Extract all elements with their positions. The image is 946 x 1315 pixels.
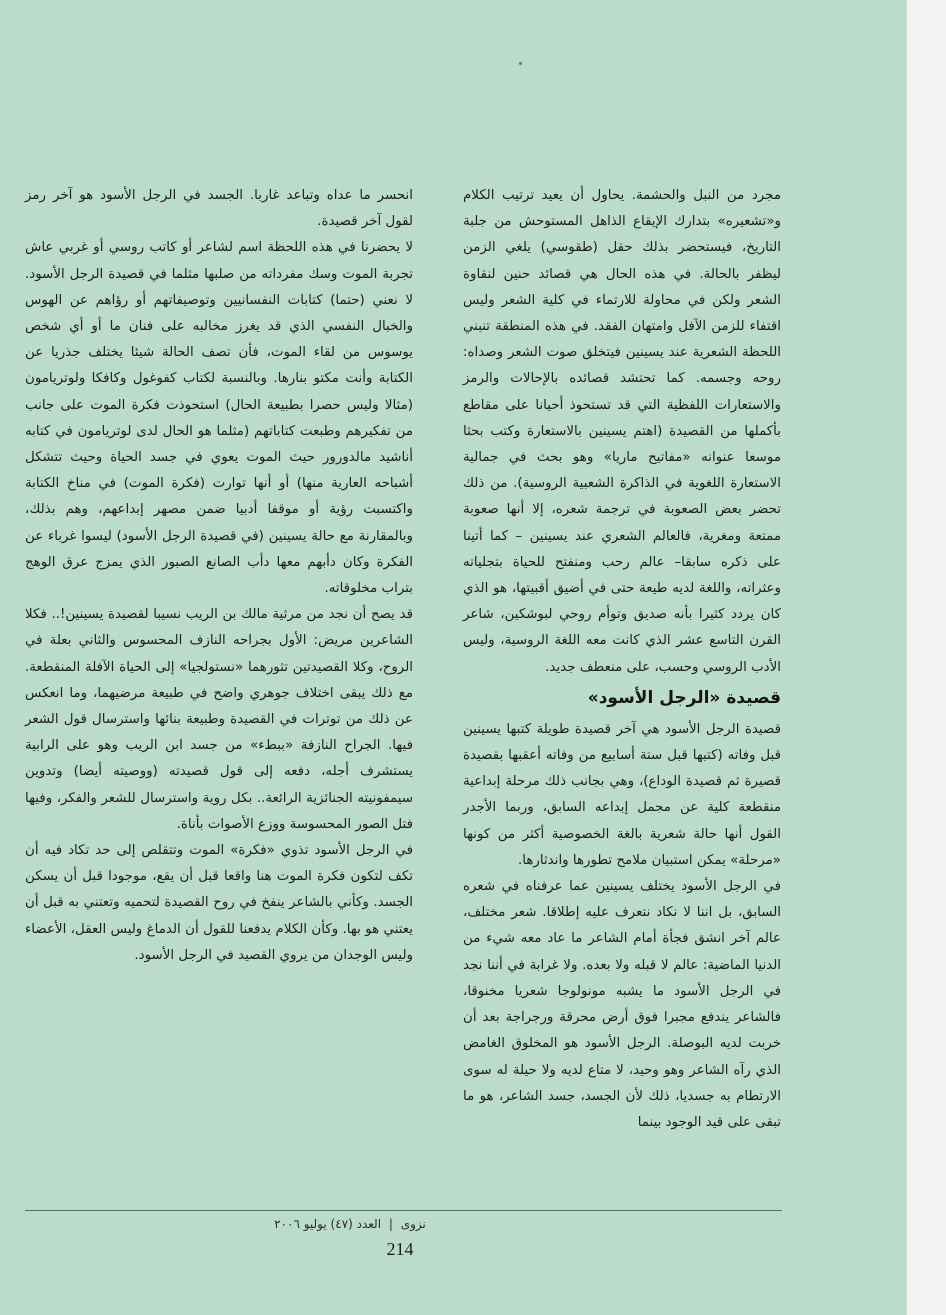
page-number: 214 (386, 1239, 414, 1259)
page-edge (906, 0, 946, 1315)
right-column (463, 183, 781, 1136)
paragraph: في الرجل الأسود تذوي «فكرة» الموت وتتقلص إلى حد تكاد فيه أن تكف لتكون فكرة الموت هنا واقعا قبل أن يقع، موجودا قبل أن يسكن الجسد. وكأني بالشاعر ينفخ في روح القصيدة لتحميه وتعتني به قبل أن يعتني هو بها. وكأن الكلام يدفعنا للقول أن الدماغ وليس العقل، الأعضاء وليس الوجدان من يروي القصيد في الرجل الأسود. (25, 843, 413, 963)
footer-info (250, 1215, 450, 1233)
paragraph: في الرجل الأسود يختلف يسينين عما عرفناه في شعره السابق، بل اننا لا نكاد نتعرف عليه إطلاقا. شعر مختلف، عالم آخر انشق فجأة أمام الشاعر ما عاد معه شيء من الدنيا الماضية: عالم لا قبله ولا بعده. ولا غرابة في أننا نجد في الرجل الأسود ما يشبه مونولوجا شعريا مخنوقا، فالشاعر يندفع مجبرا فوق أرض محرقة ورجراجة بعد أن خربت لديه البوصلة. الرجل الأسود هو المخلوق الغامض الذي رآه الشاعر وهو وحيد، لا متاع لديه ولا حيلة له سوى الارتطام به جسديا، ذلك لأن الجسد، جسد الشاعر، هو ما تبقى على قيد الوجود بينما (463, 879, 781, 1130)
paragraph: انحسر ما عداه وتباعد غاربا. الجسد في الرجل الأسود هو آخر رمز لقول آخر قصيدة. (25, 188, 413, 230)
paragraph: قصيدة الرجل الأسود هي آخر قصيدة طويلة كتبها يسينين قبل وفاته (كتبها قبل ستة أسابيع من وفاته أعقبها بقصيدة قصيرة ثم قصيدة الوداع)، وهي بجانب ذلك مرحلة إبداعية منقطعة كلية عن مجمل إبداعه السابق، وربما الأجدر القول أنها حالة شعرية بالغة الخصوصية أكثر من كونها «مرحلة» يمكن استبيان ملامح تطورها واندثارها. (463, 721, 781, 868)
magazine-name: نزوى (400, 1217, 426, 1231)
paragraph: لا يحضرنا في هذه اللحظة اسم لشاعر أو كاتب روسي أو غربي عاش تجربة الموت وسك مفرداته من صلبها مثلما في قصيدة الرجل الأسود. لا نعني (حتما) كتابات النفسانيين وتوصيفاتهم أو رؤاهم عن الهوس والخبال النفسي الذي قد يغرز مخالبه على فنان ما أو أي شخص يوسوس من لقاء الموت، فأن تصف الحالة شيئا يختلف جذريا عن الكتابة وأنت مكتو بنارها. وبالنسبة لكتاب كفوغول وكافكا ولوتريامون (مثالا وليس حصرا بطبيعة الحال) استحوذت فكرة الموت على جانب من تفكيرهم وطبعت كتاباتهم (مثلما هو الحال لدى لوتريامون في كتابه أناشيد مالدورور حيث الموت يعوي في جسد الحياة وحيث تتشكل أشباحه العارية منها) أو أنها توارت (فكرة الموت) في مناخ الكتابة واكتسبت رؤية أو موقفا أدبيا ضمن مصهر إبداعهم، وهم بذلك، وبالمقارنة مع حالة يسينين (في قصيدة الرجل الأسود) ليسوا غرباء عن الفكرة وكان دأبهم معها دأب الصانع الصبور الذي يمزج عرق الوهج بتراب مخلوقاته. (25, 240, 413, 597)
issue-info: العدد (٤٧) يوليو ٢٠٠٦ (274, 1217, 382, 1231)
paragraph: مجرد من النبل والحشمة. يحاول أن يعيد ترتيب الكلام و«تشعيره» بتدارك الإيقاع الذاهل المستوحش من جلبة التاريخ، فيستحضر بذلك حقل (طقوسي) يلغي الزمن ليظفر بالحالة. في هذه الحال هي قصائد حنين لنقاوة الشعر ولكن في محاولة للارتماء في كلية الشعر وليس اقتفاء للزمن الآفل وامتهان الفقد. في هذه المنطقة تنبني اللحظة الشعرية عند يسينين فيتخلق صوت الشعر وصداه: روحه وجسمه. كما تحتشد قصائده بالإحالات والرمز والاستعارات اللفظية التي قد تستحوذ أحيانا على مقاطع بأكملها من القصيدة (اهتم يسينين بالاستعارة وكتب بحثا موسعا عنوانه «مفاتيح ماريا» وهو بحث في جمالية الاستعارة اللغوية في الذاكرة الشعبية الروسية). من ذلك تحضر بعض الصعوبة في ترجمة شعره، إلا أنها صعوبة ممتعة ومغرية، فالعالم الشعري عند يسينين – كما أتينا على ذكره سابقا– عالم رحب ومنفتح للحياة بتجلياته وعثراته، واللغة لديه طيعة حتى في أضيق أقبيتها، هو الذي كان يردد كثيرا بأنه صديق وتوأم روحي لبوشكين، شاعر القرن التاسع عشر الذي كانت معه اللغة الروسية، وليس الأدب الروسي وحسب، على منعطف جديد. (463, 188, 781, 675)
paragraph: قد يصح أن نجد من مرثية مالك بن الريب نسيبا لقصيدة يسينين!.. فكلا الشاعرين مريض: الأول بجراحه النازف المحسوس والثاني بعلة في الروح، وكلا القصيدتين تثورهما «نستولجيا» إلى الحياة الآفلة المنقطعة. مع ذلك يبقى اختلاف جوهري واضح في طبيعة مرضيهما، وما انعكس عن ذلك من توترات في القصيدة وطبيعة بنائها واسترسال قول الشعر فيها. الجراح النازفة «ببطء» من جسد ابن الريب وهو على الرابية يستشرف أجله، دفعه إلى قول قصيدته (ووصيته أيضا) وتدوين سيمفونيته الجنائزية الرائعة.. بكل روية واسترسال للشعر والفكر، وفيها فتل الصور المحسوسة ووزع الأصوات بأناة. (25, 607, 413, 832)
left-column (25, 183, 413, 969)
speck (519, 62, 522, 65)
footer-rule (25, 1210, 782, 1211)
section-heading: قصيدة «الرجل الأسود» (587, 687, 781, 708)
footer-separator: | (388, 1217, 393, 1231)
